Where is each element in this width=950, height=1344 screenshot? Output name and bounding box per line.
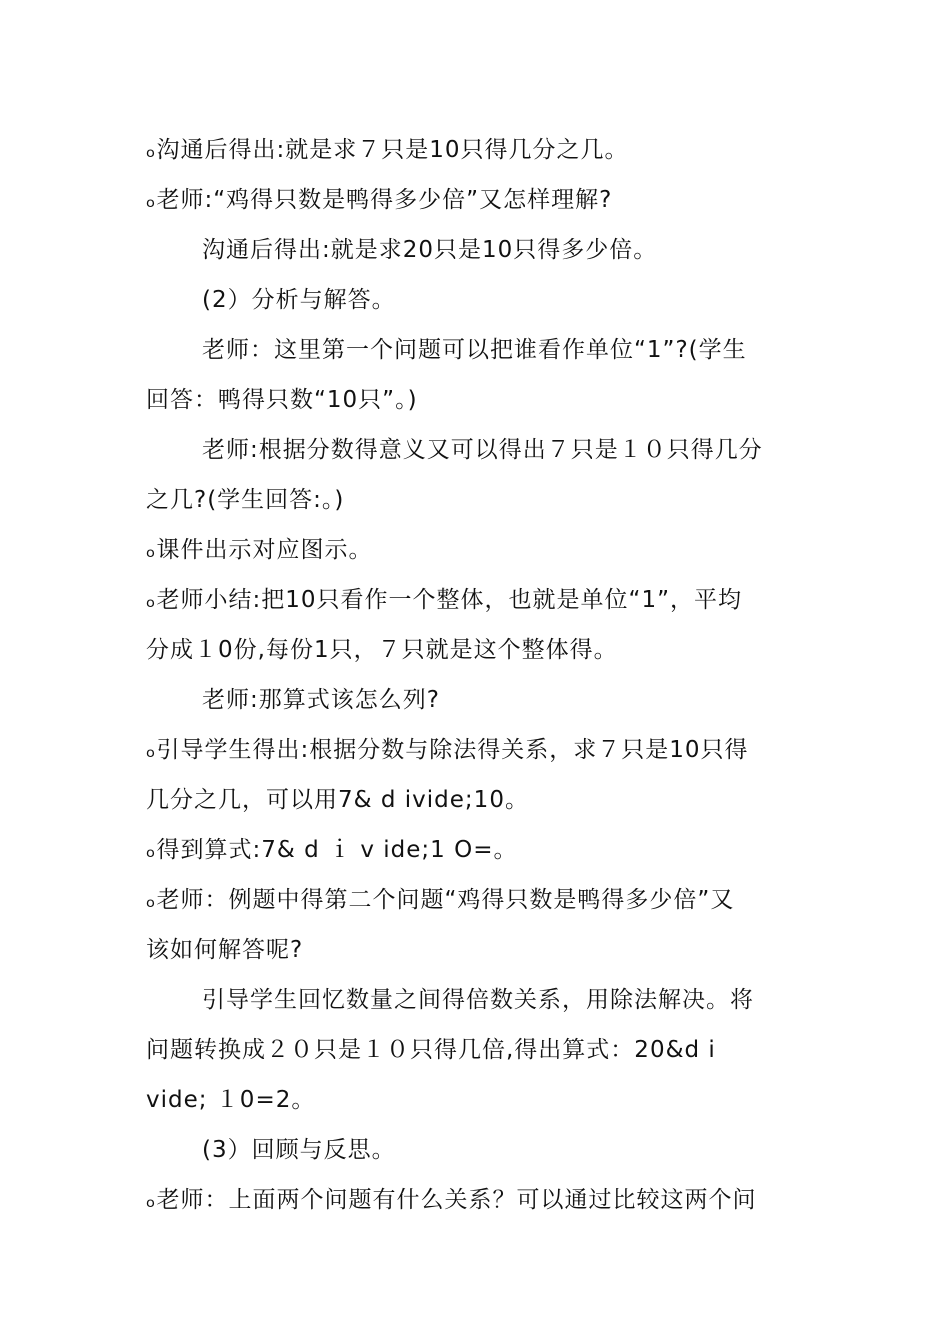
text-line: 沟通后得出:就是求20只是10只得多少倍。 <box>202 237 658 263</box>
text-line: 引导学生回忆数量之间得倍数关系，用除法解决。将 <box>202 987 754 1013</box>
text-line: 几分之几，可以用7& d ivide;10。 <box>146 787 529 813</box>
text-line: 回答：鸭得只数“10只”。) <box>146 387 418 413</box>
text-line: vide; １0=2。 <box>146 1087 316 1113</box>
text-line: 分成１0份,每份1只，７只就是这个整体得。 <box>146 637 618 663</box>
text-line: ₒ沟通后得出:就是求７只是10只得几分之几。 <box>146 137 629 163</box>
text-line: 老师：这里第一个问题可以把谁看作单位“1”?(学生 <box>202 337 747 363</box>
text-line: ₒ老师小结:把10只看作一个整体，也就是单位“1”，平均 <box>146 587 742 613</box>
text-line: ₒ老师:“鸡得只数是鸭得多少倍”又怎样理解? <box>146 187 613 213</box>
text-line: 问题转换成２０只是１０只得几倍,得出算式：20&d i <box>146 1037 716 1063</box>
text-line: 老师:那算式该怎么列? <box>202 687 440 713</box>
text-line: 该如何解答呢? <box>146 937 304 963</box>
text-line: (3）回顾与反思。 <box>202 1137 396 1163</box>
text-line: ₒ老师：上面两个问题有什么关系？可以通过比较这两个问 <box>146 1187 757 1213</box>
text-line: (2）分析与解答。 <box>202 287 396 313</box>
text-line: ₒ课件出示对应图示。 <box>146 537 373 563</box>
text-line: 老师:根据分数得意义又可以得出７只是１０只得几分 <box>202 437 763 463</box>
text-line: 之几?(学生回答:。) <box>146 487 345 513</box>
text-line: ₒ得到算式:7& d ｉ v ide;1 O=。 <box>146 837 518 863</box>
text-line: ₒ引导学生得出:根据分数与除法得关系，求７只是10只得 <box>146 737 749 763</box>
text-line: ₒ老师：例题中得第二个问题“鸡得只数是鸭得多少倍”又 <box>146 887 735 913</box>
